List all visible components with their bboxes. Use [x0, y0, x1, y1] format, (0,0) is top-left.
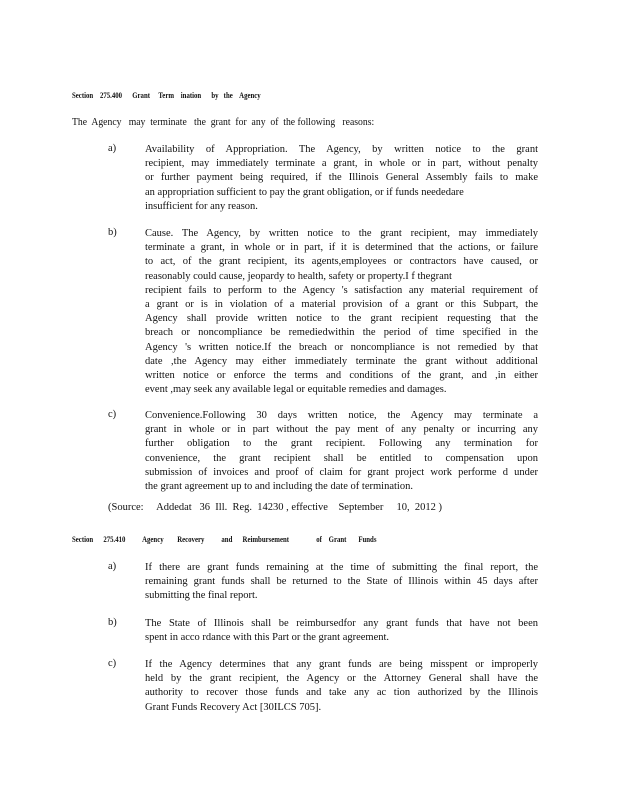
section-heading-275-400: Section 275.400 Grant Term ination by the Agency: [72, 90, 261, 100]
paragraph-line: or further payment being required, if the Illinois General Assembly fails to make: [145, 172, 538, 184]
paragraph-line: If the Agency determines that any grant funds are being misspent or improperly: [145, 659, 538, 670]
paragraph-b-cause: [145, 227, 538, 397]
paragraph-line: submitting the final report.: [145, 590, 258, 602]
item-marker-a: a): [108, 561, 117, 572]
paragraph-line: further obligation to the grant recipient. Following any termination for: [145, 438, 538, 450]
paragraph-line: spent in acco rdance with this Part or the grant agreement.: [145, 632, 390, 644]
item-marker-b: b): [108, 227, 117, 238]
item-marker-b: b): [108, 617, 117, 628]
paragraph-line: the grant agreement up to and including the date of termination.: [145, 481, 413, 493]
paragraph-line: submission of invoices and proof of claim for grant project work performe d under: [145, 466, 538, 478]
paragraph-line: terminate a grant, in whole or in part, if it is determined that the actions, or failure: [145, 242, 538, 254]
item-marker-c: c): [108, 409, 117, 420]
paragraph-line: written notice or enforce the terms and conditions of the grant, and ,in either: [145, 370, 538, 382]
paragraph-line: If there are grant funds remaining at the time of submitting the final report, the: [145, 562, 538, 573]
paragraph-line: reasonably could cause, jeopardy to health, safety or property.I f thegrant: [145, 270, 452, 282]
paragraph-line: The State of Illinois shall be reimbursedfor any grant funds that have not been: [145, 618, 538, 629]
paragraph-line: Agency shall provide written notice to the grant recipient requesting that the: [145, 313, 538, 325]
paragraph-line: Cause. The Agency, by written notice to the grant recipient, may immediately: [145, 228, 538, 239]
paragraph-line: breach or noncompliance be remediedwithin the period of time specified in the: [145, 327, 538, 339]
paragraph-line: recipient fails to perform to the Agency 's satisfaction any material requirement of: [145, 284, 538, 296]
paragraph-c-misspent-funds: [145, 658, 538, 715]
paragraph-line: Agency 's written notice.If the breach or noncompliance is not remedied by that: [145, 341, 538, 353]
paragraph-b-reimbursement: [145, 617, 538, 645]
paragraph-line: Availability of Appropriation. The Agency, by written notice to the grant: [145, 144, 538, 155]
paragraph-line: insufficient for any reason.: [145, 200, 258, 212]
paragraph-c-convenience: [145, 409, 538, 494]
paragraph-line: held by the grant recipient, the Agency or the Attorney General shall have the: [145, 673, 538, 685]
paragraph-line: event ,may seek any available legal or equitable remedies and damages.: [145, 384, 447, 396]
paragraph-line: Grant Funds Recovery Act [30ILCS 705].: [145, 701, 322, 713]
paragraph-a-remaining-funds: [145, 561, 538, 604]
paragraph-line: convenience, the grant recipient shall be entitled to compensation upon: [145, 452, 538, 464]
paragraph-line: a grant or is in violation of a material provision of a grant or this Subpart, the: [145, 299, 538, 311]
paragraph-line: authority to recover those funds and take any ac tion authorized by the Illinois: [145, 687, 538, 699]
paragraph-line: recipient, may immediately terminate a grant, in whole or in part, without penalty: [145, 158, 538, 170]
paragraph-line: Convenience.Following 30 days written notice, the Agency may terminate a: [145, 410, 538, 421]
item-marker-c: c): [108, 658, 117, 669]
paragraph-line: an appropriation sufficient to pay the grant obligation, or if funds neededare: [145, 186, 464, 198]
section-heading-275-410: Section 275.410 Agency Recovery and Reimbursement of Grant Funds: [72, 534, 377, 544]
paragraph-line: grant in whole or in part without the pay ment of any penalty or incurring any: [145, 424, 538, 436]
item-marker-a: a): [108, 143, 117, 154]
paragraph-line: date ,the Agency may either immediately terminate the grant without additional: [145, 355, 538, 367]
paragraph-line: remaining grant funds shall be returned to the State of Illinois within 45 days after: [145, 576, 538, 588]
paragraph-line: to act, of the grant recipient, its agents,employees or contractors have caused, or: [145, 256, 538, 268]
section-intro: The Agency may terminate the grant for any of the following reasons:: [72, 116, 375, 128]
source-note: (Source: Addedat 36 Ill. Reg. 14230 , effective September 10, 2012 ): [108, 502, 442, 513]
paragraph-a-availability: [145, 143, 538, 214]
